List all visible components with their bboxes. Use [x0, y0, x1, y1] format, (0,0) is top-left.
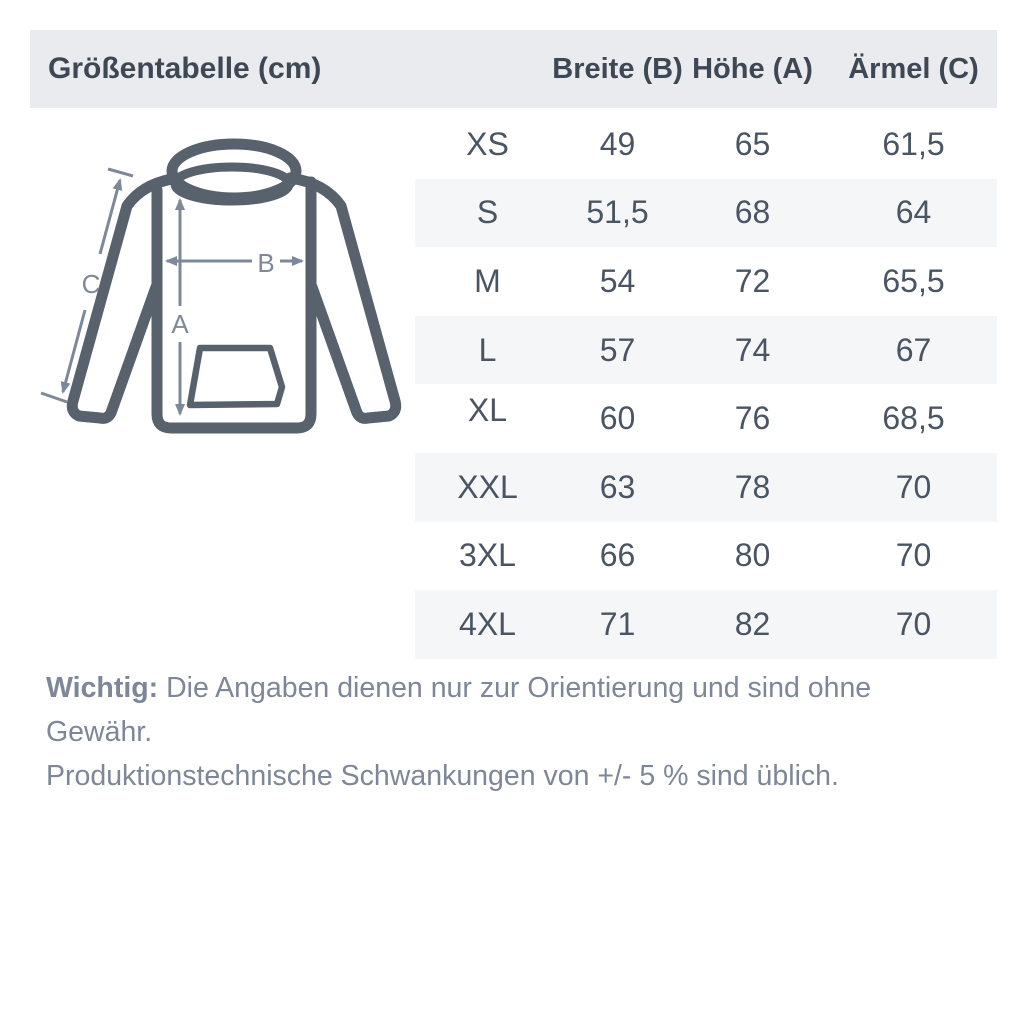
- cell-aermel: 61,5: [882, 125, 945, 162]
- cell-breite: 54: [599, 262, 636, 299]
- cell-breite: 71: [599, 605, 636, 642]
- hoodie-pocket: [190, 348, 282, 405]
- table-row: [415, 179, 997, 248]
- table-row: [415, 247, 997, 316]
- footer-line2: Produktionstechnische Schwankungen von +/- 5 % sind üblich.: [46, 760, 839, 792]
- cell-aermel: 70: [895, 537, 932, 574]
- cell-aermel: 68,5: [882, 400, 945, 437]
- cell-hoehe: 72: [734, 262, 771, 299]
- cell-aermel: 70: [895, 468, 932, 505]
- cell-aermel: 67: [895, 331, 932, 368]
- page-title: Größentabelle (cm): [48, 52, 322, 85]
- column-header-aermel: Ärmel (C): [848, 52, 979, 85]
- cell-hoehe: 78: [734, 468, 771, 505]
- header-band: [30, 30, 997, 108]
- label-dimension-c: C: [81, 269, 101, 299]
- cell-hoehe: 65: [734, 125, 771, 162]
- label-dimension-b: B: [257, 248, 275, 278]
- table-row: [415, 384, 997, 453]
- column-header-hoehe: Höhe (A): [692, 52, 813, 85]
- cell-size-label: 4XL: [459, 605, 516, 642]
- cell-hoehe: 74: [734, 331, 771, 368]
- table-row: [415, 522, 997, 591]
- cell-hoehe: 68: [734, 194, 771, 231]
- cell-breite: 63: [599, 468, 636, 505]
- cell-size-label: XL: [467, 392, 508, 429]
- column-header-spacer: [415, 30, 560, 108]
- cell-size-label: L: [478, 331, 497, 368]
- sleeve-arrow-c-tick-bottom: [41, 393, 67, 402]
- cell-size-label: XXL: [457, 468, 518, 505]
- cell-aermel: 64: [895, 194, 932, 231]
- cell-size-label: S: [476, 194, 499, 231]
- sleeve-arrow-c-tick-top: [108, 169, 133, 176]
- cell-breite: 57: [599, 331, 636, 368]
- cell-hoehe: 80: [734, 537, 771, 574]
- column-header-breite: Breite (B): [552, 52, 683, 85]
- cell-size-label: M: [474, 262, 501, 299]
- hoodie-outline-icon: [72, 144, 396, 428]
- cell-hoehe: 82: [734, 605, 771, 642]
- cell-hoehe: 76: [734, 400, 771, 437]
- cell-breite: 66: [599, 537, 636, 574]
- table-row: [415, 110, 997, 179]
- size-table-body: [415, 110, 997, 659]
- table-row: [415, 316, 997, 385]
- column-headers: [415, 30, 997, 108]
- cell-size-label: 3XL: [459, 537, 516, 574]
- footer-line1: [46, 666, 956, 754]
- cell-breite: 51,5: [586, 194, 649, 231]
- cell-breite: 60: [599, 400, 636, 437]
- table-row: [415, 453, 997, 522]
- footer-line1-text: Die Angaben dienen nur zur Orientierung und sind ohne Gewähr.: [46, 672, 872, 748]
- footer-important-label: Wichtig:: [46, 672, 159, 704]
- table-row: [415, 590, 997, 659]
- cell-breite: 49: [599, 125, 636, 162]
- label-dimension-a: A: [171, 309, 189, 339]
- cell-aermel: 65,5: [882, 262, 945, 299]
- footer-note: [46, 666, 956, 798]
- cell-size-label: XS: [466, 125, 509, 162]
- cell-aermel: 70: [895, 605, 932, 642]
- hoodie-size-diagram: [30, 120, 430, 460]
